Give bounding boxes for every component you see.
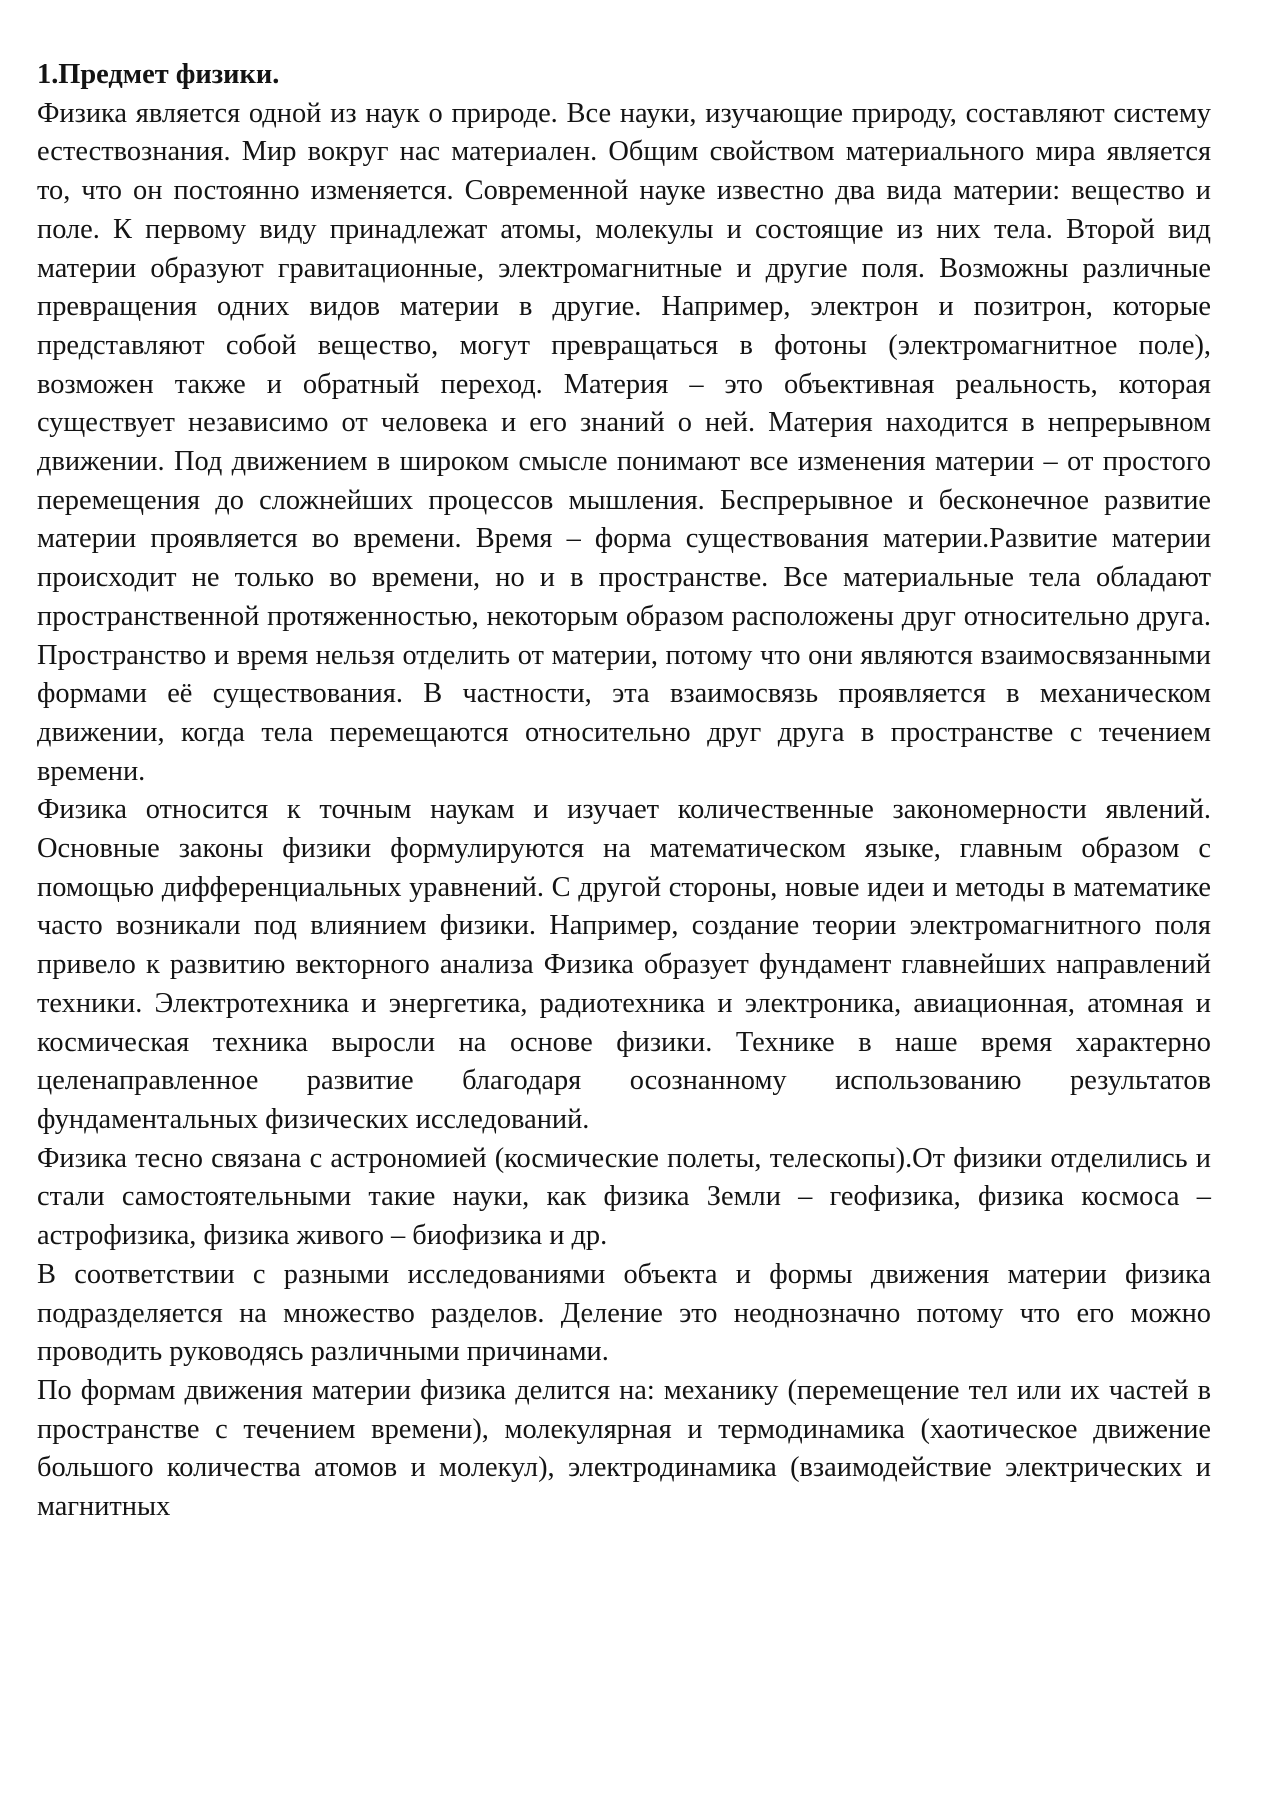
paragraph-astronomy: Физика тесно связана с астрономией (космические полеты, телескопы).От физики отделились и стали самостоятельными такие науки, как физика Земли – геофизика, физика космоса – астрофизика, физика живого – биофизика и др.	[37, 1142, 1211, 1252]
section-heading: 1.Предмет физики.	[37, 59, 280, 90]
document-page	[37, 56, 1211, 1527]
paragraph-forms-of-motion: По формам движения материи физика делится на: механику (перемещение тел или их частей в пространстве с течением времени), молекулярная и термодинамика (хаотическое движение большого количества атомов и молекул), электродинамика (взаимодействие электрических и магнитных	[37, 1374, 1211, 1523]
paragraph-sections: В соответствии с разными исследованиями объекта и формы движения материи физика подразделяется на множество разделов. Деление это неоднозначно потому что его можно проводить руководясь различными причинами.	[37, 1258, 1211, 1368]
paragraph-exact-science: Физика относится к точным наукам и изучает количественные закономерности явлений. Основные законы физики формулируются на математическом языке, главным образом с помощью дифференциальных уравнений. С другой стороны, новые идеи и методы в математике часто возникали под влиянием физики. Например, создание теории электромагнитного поля привело к развитию векторного анализа Физика образует фундамент главнейших направлений техники. Электротехника и энергетика, радиотехника и электроника, авиационная, атомная и космическая техника выросли на основе физики. Технике в наше время характерно целенаправленное развитие благодаря осознанному использованию результатов фундаментальных физических исследований.	[37, 794, 1211, 1135]
paragraph-matter: Физика является одной из наук о природе. Все науки, изучающие природу, составляют систему естествознания. Мир вокруг нас материален. Общим свойством материального мира является то, что он постоянно изменяется. Современной науке известно два вида материи: вещество и поле. К первому виду принадлежат атомы, молекулы и состоящие из них тела. Второй вид материи образуют гравитационные, электромагнитные и другие поля. Возможны различные превращения одних видов материи в другие. Например, электрон и позитрон, которые представляют собой вещество, могут превращаться в фотоны (электромагнитное поле), возможен также и обратный переход. Материя – это объективная реальность, которая существует независимо от человека и его знаний о ней. Материя находится в непрерывном движении. Под движением в широком смысле понимают все изменения материи – от простого перемещения до сложнейших процессов мышления. Беспрерывное и бесконечное развитие материи проявляется во времени. Время – форма существования материи.Развитие материи происходит не только во времени, но и в пространстве. Все материальные тела обладают пространственной протяженностью, некоторым образом расположены друг относительно друга. Пространство и время нельзя отделить от материи, потому что они являются взаимосвязанными формами её существования. В частности, эта взаимосвязь проявляется в механическом движении, когда тела перемещаются относительно друг друга в пространстве с течением времени.	[37, 97, 1211, 787]
